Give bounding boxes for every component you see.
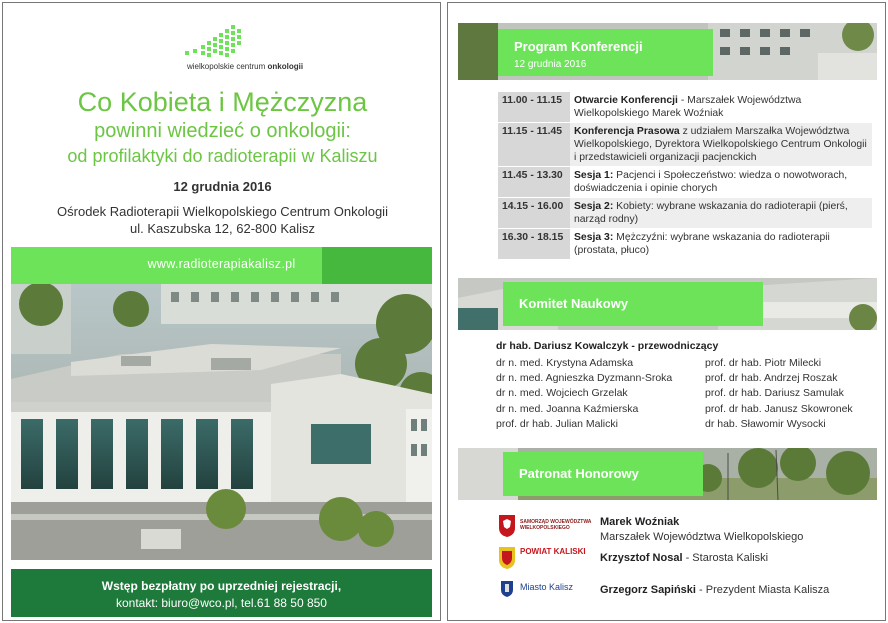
building-photo xyxy=(11,284,432,560)
patron-row xyxy=(498,546,868,576)
patron-2: Krzysztof Nosal - Starosta Kaliski xyxy=(600,552,769,564)
invitation-program-page xyxy=(447,2,886,621)
komitet-header-photo xyxy=(458,278,877,330)
schedule-time: 11.45 - 13.30 xyxy=(498,167,570,198)
registration-note: Wstęp bezpłatny po uprzedniej rejestracji, xyxy=(101,579,342,593)
patronat-header-photo xyxy=(458,448,877,500)
wco-logo-text xyxy=(187,62,303,71)
committee-member: prof. dr hab. Julian Malicki xyxy=(496,417,618,430)
website-link[interactable]: www.radioterapiakalisz.pl xyxy=(147,257,296,271)
main-title-line-1: Co Kobieta i Mężczyzna xyxy=(77,87,368,117)
program-schedule xyxy=(498,92,872,260)
komitet-title: Komitet Naukowy xyxy=(519,296,629,311)
schedule-row xyxy=(498,123,872,167)
wco-logo xyxy=(183,23,304,75)
committee-right-column xyxy=(705,356,853,432)
patron-1-role: Marszałek Województwa Wielkopolskiego xyxy=(600,531,804,543)
logo-text-bold: onkologii xyxy=(267,62,304,71)
program-title: Program Konferencji xyxy=(514,39,643,54)
main-title-line-2: powinni wiedzieć o onkologii: xyxy=(94,120,351,142)
committee-member: dr hab. Sławomir Wysocki xyxy=(705,417,826,430)
committee-member: prof. dr hab. Andrzej Roszak xyxy=(705,372,838,385)
committee-member: prof. dr hab. Piotr Milecki xyxy=(705,357,822,369)
venue-name: Ośrodek Radioterapii Wielkopolskiego Centrum Onkologii xyxy=(57,204,388,219)
program-title-band xyxy=(498,29,713,76)
logo-3-label: Miasto Kalisz xyxy=(520,582,574,592)
schedule-time: 14.15 - 16.00 xyxy=(498,198,570,229)
program-header-photo xyxy=(458,23,877,80)
registration-footer xyxy=(11,569,432,617)
contact-info: kontakt: biuro@wco.pl, tel.61 88 50 850 xyxy=(116,596,327,610)
main-title-line-3: od profilaktyki do radioterapii w Kaliszu xyxy=(67,146,378,166)
committee-member: dr n. med. Joanna Kaźmierska xyxy=(496,402,639,415)
committee-member: dr n. med. Agnieszka Dyzmann-Sroka xyxy=(496,372,673,385)
committee-member: dr n. med. Krystyna Adamska xyxy=(496,357,634,369)
committee-member: prof. dr hab. Dariusz Samulak xyxy=(705,387,844,400)
logo-text-plain: wielkopolskie centrum xyxy=(187,62,266,71)
committee-left-column xyxy=(496,356,672,432)
patron-row xyxy=(498,578,868,608)
patronat-title: Patronat Honorowy xyxy=(519,466,639,481)
patronat-title-band xyxy=(503,452,703,496)
invitation-front-page xyxy=(2,2,441,621)
schedule-desc: Otwarcie Konferencji - Marszałek Województwa Wielkopolskiego Marek Woźniak xyxy=(574,95,802,119)
committee-member: prof. dr hab. Janusz Skowronek xyxy=(705,402,853,415)
schedule-row xyxy=(498,198,872,229)
kalisz-emblem-icon xyxy=(500,580,514,598)
schedule-time: 16.30 - 18.15 xyxy=(498,229,570,260)
wco-logo-icon xyxy=(183,23,253,59)
schedule-row xyxy=(498,92,872,123)
schedule-row xyxy=(498,167,872,198)
committee-chair: dr hab. Dariusz Kowalczyk - przewodniczący xyxy=(496,340,719,352)
schedule-row xyxy=(498,229,872,260)
scientific-committee xyxy=(496,340,876,430)
program-date: 12 grudnia 2016 xyxy=(514,59,587,70)
logo-2-label: POWIAT KALISKI xyxy=(520,547,586,556)
event-date: 12 grudnia 2016 xyxy=(173,179,272,194)
schedule-time: 11.15 - 11.45 xyxy=(498,123,570,167)
patron-1-name: Marek Woźniak xyxy=(600,516,680,528)
schedule-desc: Konferencja Prasowa z udziałem Marszałka Województwa Wielkopolskiego, Dyrektora Wielkopolskiego Centrum Onkologii i przedstawicieli organizacji pacjenckich xyxy=(570,123,872,167)
patron-row xyxy=(498,514,868,544)
committee-member: dr n. med. Wojciech Grzelak xyxy=(496,387,628,400)
venue-address: ul. Kaszubska 12, 62-800 Kalisz xyxy=(130,221,315,236)
wielkopolska-emblem-icon xyxy=(498,514,516,538)
patron-3: Grzegorz Sapiński - Prezydent Miasta Kalisza xyxy=(600,584,830,596)
komitet-title-band xyxy=(503,282,763,326)
schedule-desc: Sesja 1: Pacjenci i Społeczeństwo: wiedza o nowotworach, doświadczenia i opinie chorych xyxy=(574,170,848,194)
schedule-time: 11.00 - 11.15 xyxy=(498,92,570,123)
logo-1-label: SAMORZĄD WOJEWÓDZTWA WIELKOPOLSKIEGO xyxy=(520,519,592,531)
schedule-desc: Sesja 3: Mężczyźni: wybrane wskazania do radioterapii (prostata, płuco) xyxy=(574,232,830,256)
website-band xyxy=(11,247,432,284)
powiat-kaliski-emblem-icon xyxy=(498,546,516,570)
schedule-desc: Sesja 2: Kobiety: wybrane wskazania do radioterapii (pierś, narząd rodny) xyxy=(570,198,872,229)
